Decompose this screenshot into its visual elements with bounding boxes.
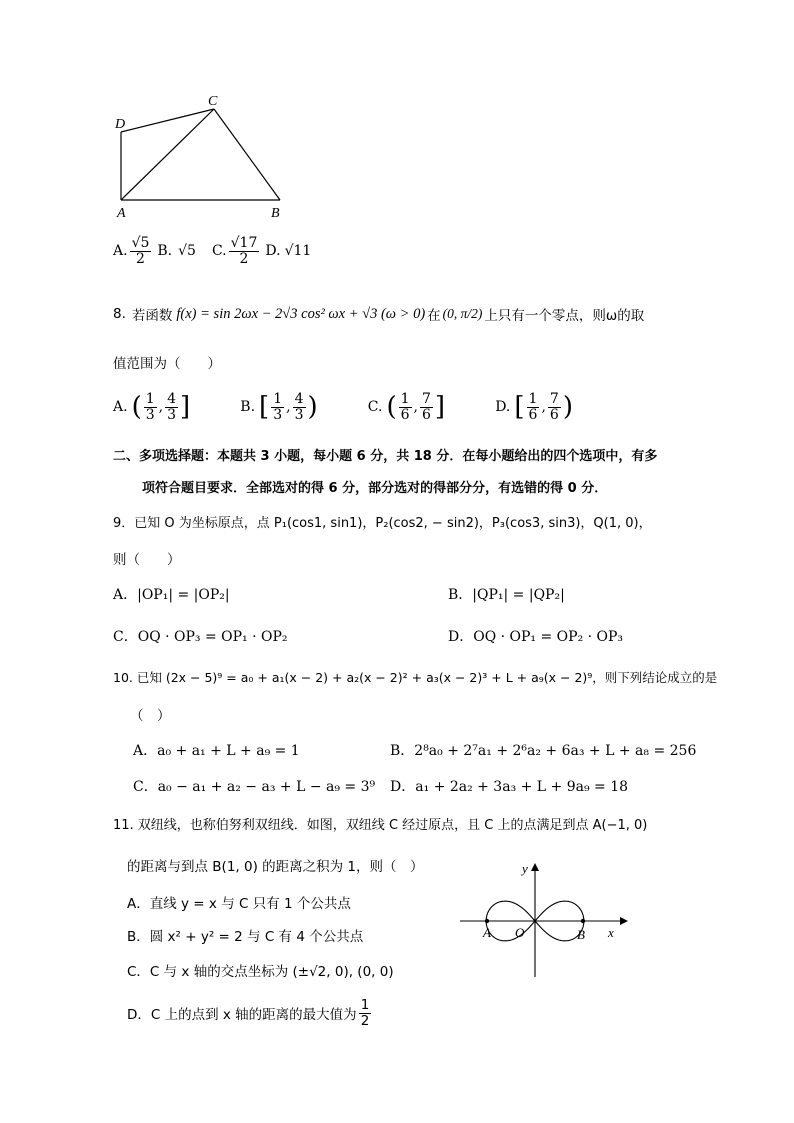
q8-option-num1: 1 xyxy=(273,390,283,407)
y-axis-arrow xyxy=(531,863,539,871)
q7-option-a-numerator: √5 xyxy=(131,234,150,251)
q8-option-right-bracket: ] xyxy=(180,392,191,422)
section2-header-line1: 二、多项选择题：本题共 3 小题，每小题 6 分，共 18 分．在每小题给出的四个选项中，有多 xyxy=(113,449,658,464)
q7-option-c-label: C. xyxy=(211,243,227,259)
label-a: A xyxy=(117,206,126,221)
q8-option-num2: 7 xyxy=(549,390,559,407)
q9-option-b: B．|QP₁| = |QP₂| xyxy=(448,587,565,603)
q9-stem-line1: 9．已知 O 为坐标原点，点 P₁(cos1, sin1)，P₂(cos2, − sin2)，P₃(cos3, sin3)，Q(1, 0)， xyxy=(113,516,652,531)
x-axis-arrow xyxy=(620,917,628,925)
q8-option-den2: 3 xyxy=(167,406,177,423)
q9-option-d: D．OQ · OP₁ = OP₂ · OP₃ xyxy=(448,629,624,645)
q10-option-a: A．a₀ + a₁ + L + a₉ = 1 xyxy=(133,743,300,759)
q8-interval: (0, π/2) xyxy=(442,306,483,321)
label-b: B xyxy=(271,206,280,221)
q7-options xyxy=(113,229,311,273)
q8-option-right-bracket: ) xyxy=(562,392,573,422)
q8-option-label: A. xyxy=(113,399,128,415)
q10-option-d: D．a₁ + 2a₂ + 3a₃ + L + 9a₉ = 18 xyxy=(390,779,629,795)
q8-option-den1: 6 xyxy=(528,406,538,423)
q8-option-num1: 1 xyxy=(528,390,538,407)
q11-option-c: C．C 与 x 轴的交点坐标为 (±√2, 0), (0, 0) xyxy=(127,964,394,980)
q8-option-right-bracket: ] xyxy=(434,392,446,422)
edge-dc xyxy=(121,109,214,132)
q11-option-d-text: D．C 上的点到 x 轴的距离的最大值为 xyxy=(127,1007,357,1023)
q8-line1 xyxy=(113,300,644,328)
q8-option-left-bracket: [ xyxy=(259,392,270,422)
q8-option-num2: 4 xyxy=(167,390,177,407)
q8-number: 8. xyxy=(113,306,126,322)
label-o: O xyxy=(515,925,525,940)
q8-option-num2: 4 xyxy=(294,390,304,407)
label-c: C xyxy=(208,94,218,109)
q8-line2: 值范围为（ ） xyxy=(113,356,221,372)
q10-stem-line2: （ ） xyxy=(130,708,171,724)
q10-stem-line1: 10. 已知 (2x − 5)⁹ = a₀ + a₁(x − 2) + a₂(x − 2)² + a₃(x − 2)³ + L + a₉(x − 2)⁹，则下列结论成立的是 xyxy=(113,670,718,685)
q11-stem-line2: 的距离与到点 B(1, 0) 的距离之积为 1，则（ ） xyxy=(127,859,424,875)
q8-option-right-bracket: ) xyxy=(307,392,318,422)
q8-option-num2: 7 xyxy=(421,390,431,407)
q8-option-label: B. xyxy=(240,399,256,415)
q7-option-d-value: √11 xyxy=(284,243,312,259)
label-a: A xyxy=(483,925,491,940)
q8-option-den2: 6 xyxy=(549,406,559,423)
q9-option-c: C．OQ · OP₃ = OP₁ · OP₂ xyxy=(113,629,288,645)
lemniscate-figure xyxy=(455,855,630,980)
q7-option-b-label: B. xyxy=(157,243,173,259)
q8-option: A. ( $\frac{1}{3}$ , $\frac{4}{3}$ ] xyxy=(113,390,191,423)
q8-option-num1: 1 xyxy=(400,390,410,407)
q7-option-a-label: A. xyxy=(113,243,128,259)
label-y: y xyxy=(522,861,528,876)
q11-option-b: B．圆 x² + y² = 2 与 C 有 4 个公共点 xyxy=(127,929,364,945)
q9-stem-line2: 则（ ） xyxy=(113,552,181,568)
q10-option-b: B．2⁸a₀ + 2⁷a₁ + 2⁶a₂ + 6a₃ + L + a₈ = 256 xyxy=(390,743,697,759)
q7-option-b-value: √5 xyxy=(178,243,196,259)
q8-option-den1: 3 xyxy=(145,406,155,423)
q9-option-a: A．|OP₁| = |OP₂| xyxy=(113,587,230,603)
q8-option: B. [ $\frac{1}{3}$ , $\frac{4}{3}$ ) xyxy=(240,390,318,423)
q8-option: D. [ $\frac{1}{6}$ , $\frac{7}{6}$ ) xyxy=(495,390,573,423)
q8-text-mid: 在 xyxy=(427,308,441,324)
quadrilateral-figure xyxy=(105,90,305,225)
q11-option-d-numerator: 1 xyxy=(360,997,370,1014)
section2-header-line2: 项符合题目要求．全部选对的得 6 分，部分选对的得部分分，有选错的得 0 分． xyxy=(142,481,608,496)
q7-option-c-fraction xyxy=(229,236,260,266)
point-b xyxy=(581,919,585,923)
q8-option-left-bracket: [ xyxy=(514,392,525,422)
q8-text-start: 若函数 xyxy=(131,308,173,324)
q8-formula: f(x) = sin 2ωx − 2√3 cos² ωx + √3 (ω > 0) xyxy=(176,305,426,322)
q7-option-a-fraction xyxy=(130,236,152,266)
q10-option-c: C．a₀ − a₁ + a₂ − a₃ + L − a₉ = 3⁹ xyxy=(133,779,376,795)
q11-stem-line1: 11. 双纽线，也称伯努利双纽线．如图，双纽线 C 经过原点，且 C 上的点满足到点 A(−1, 0) xyxy=(113,818,648,833)
q8-option-num1: 1 xyxy=(145,390,155,407)
q8-option-label: D. xyxy=(495,399,511,415)
q7-option-c-numerator: √17 xyxy=(230,234,258,251)
q8-option-den1: 3 xyxy=(273,406,283,423)
q8-option-left-bracket: ( xyxy=(386,392,397,422)
q8-option-den1: 6 xyxy=(400,406,410,423)
q8-option-left-bracket: ( xyxy=(131,392,142,422)
label-b: B xyxy=(577,927,585,942)
q8-option-den2: 6 xyxy=(421,406,431,423)
q8-option-den2: 3 xyxy=(294,406,304,423)
q11-option-d xyxy=(127,993,373,1033)
q8-text-end: 上只有一个零点，则ω的取 xyxy=(484,308,645,324)
q8-option: C. ( $\frac{1}{6}$ , $\frac{7}{6}$ ] xyxy=(367,390,446,423)
q7-option-d-label: D. xyxy=(265,243,281,259)
edge-cb xyxy=(214,109,280,200)
point-a xyxy=(485,919,489,923)
q7-option-a-denominator: 2 xyxy=(136,250,145,267)
q11-option-d-denominator: 2 xyxy=(360,1012,370,1029)
edge-ac xyxy=(121,109,214,200)
q8-options xyxy=(113,385,573,429)
q11-option-a: A．直线 y = x 与 C 只有 1 个公共点 xyxy=(127,896,351,912)
label-d: D xyxy=(115,117,126,132)
q7-option-c-denominator: 2 xyxy=(239,250,249,267)
label-x: x xyxy=(608,925,614,940)
q8-option-label: C. xyxy=(367,399,383,415)
